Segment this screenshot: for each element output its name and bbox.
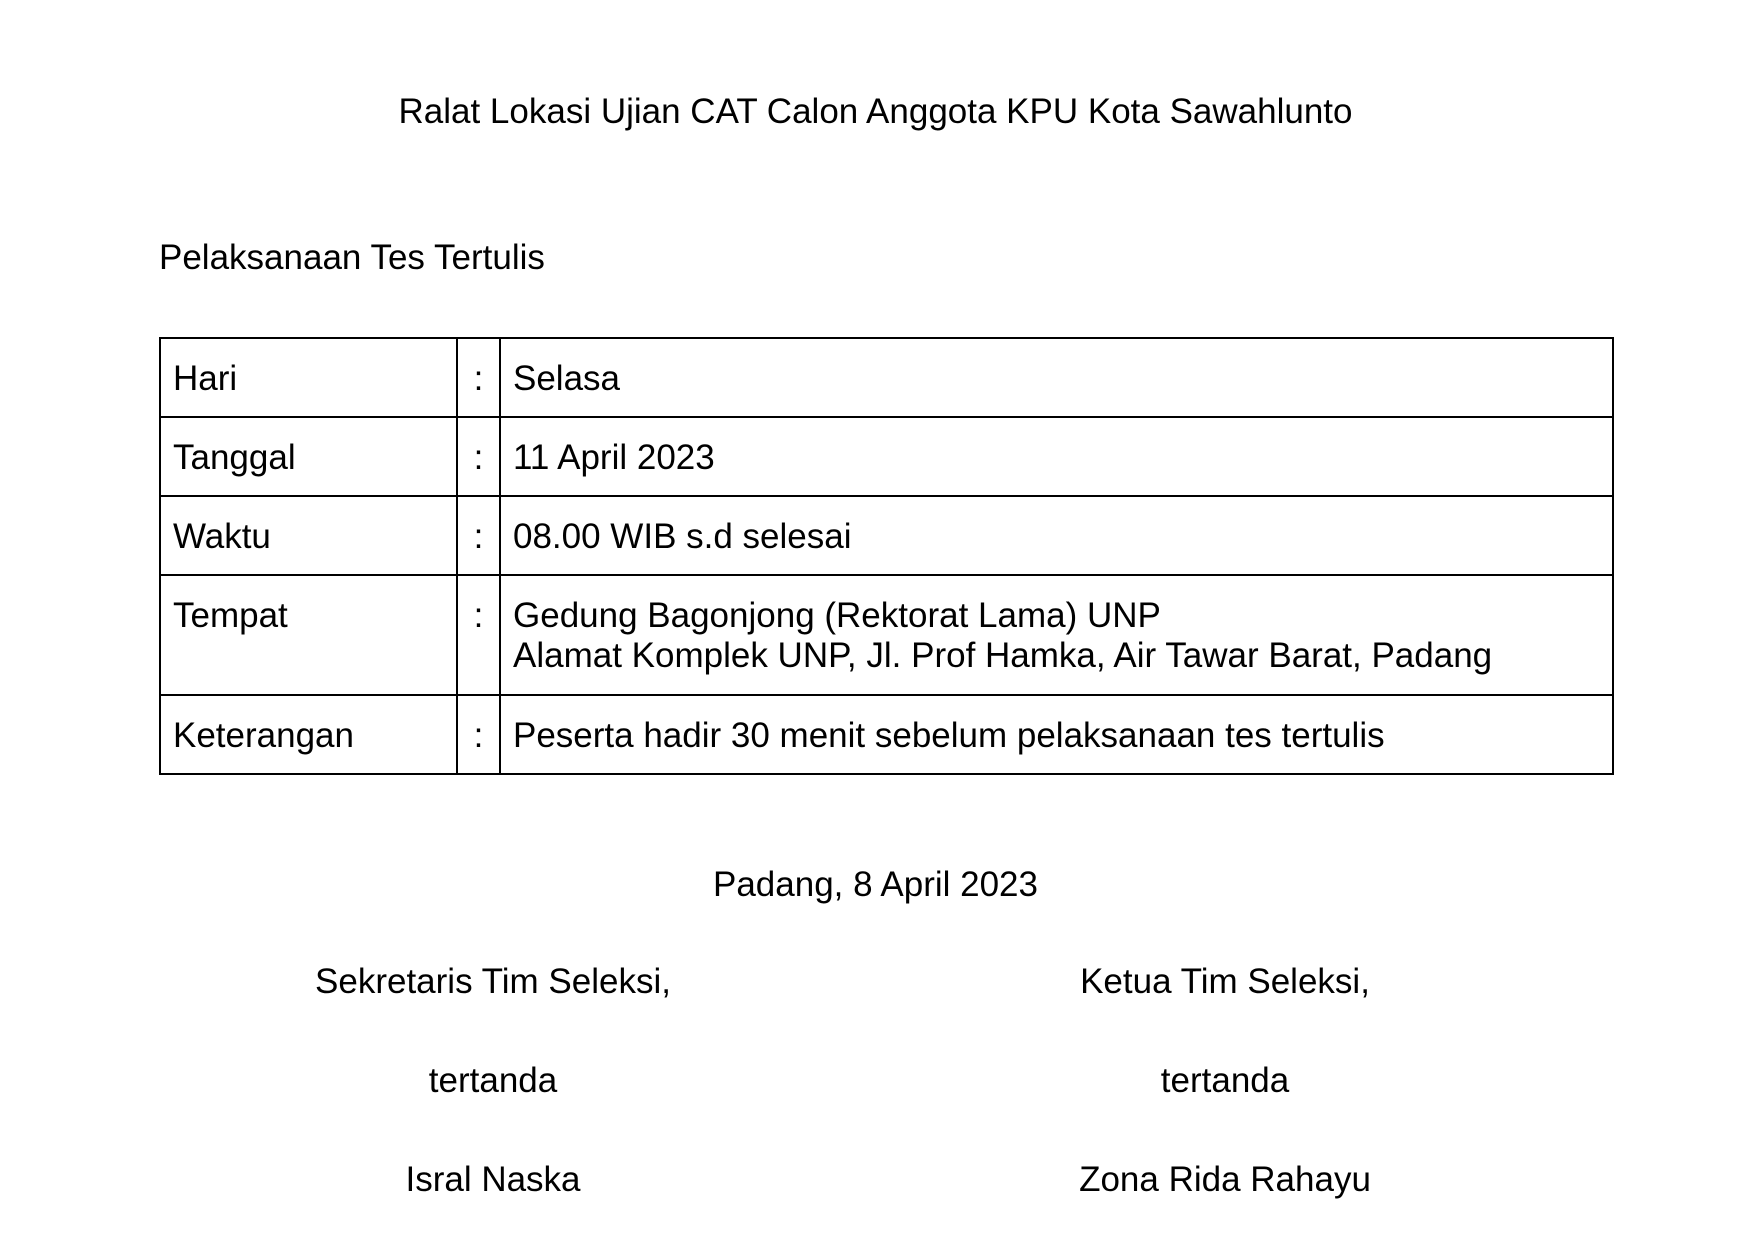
row-value-line: Alamat Komplek UNP, Jl. Prof Hamka, Air Tawar Barat, Padang bbox=[513, 636, 1493, 675]
row-separator: : bbox=[457, 496, 500, 575]
row-value-line: Peserta hadir 30 menit sebelum pelaksanaan tes tertulis bbox=[513, 716, 1385, 755]
signature-block-chair bbox=[925, 960, 1525, 1202]
row-label: Hari bbox=[160, 338, 457, 417]
row-value bbox=[500, 575, 1613, 695]
table-row-keterangan bbox=[160, 695, 1613, 774]
table-row-tempat bbox=[160, 575, 1613, 695]
schedule-table bbox=[159, 337, 1614, 775]
row-value-line: 08.00 WIB s.d selesai bbox=[513, 517, 852, 556]
row-value-line: 11 April 2023 bbox=[513, 438, 715, 477]
signature-mark: tertanda bbox=[1160, 1061, 1290, 1100]
row-separator: : bbox=[457, 695, 500, 774]
row-value-line: Gedung Bagonjong (Rektorat Lama) UNP bbox=[513, 596, 1161, 635]
section-heading: Pelaksanaan Tes Tertulis bbox=[159, 238, 545, 277]
row-label: Tempat bbox=[160, 575, 457, 695]
signatory-role: Sekretaris Tim Seleksi, bbox=[315, 962, 671, 1001]
row-separator: : bbox=[457, 575, 500, 695]
place-date: Padang, 8 April 2023 bbox=[713, 865, 1038, 904]
row-separator: : bbox=[457, 417, 500, 496]
table-row-hari bbox=[160, 338, 1613, 417]
signatory-name: Zona Rida Rahayu bbox=[1079, 1160, 1371, 1199]
signatory-role: Ketua Tim Seleksi, bbox=[1080, 962, 1370, 1001]
table-row-tanggal bbox=[160, 417, 1613, 496]
row-label: Tanggal bbox=[160, 417, 457, 496]
row-value bbox=[500, 496, 1613, 575]
document-title: Ralat Lokasi Ujian CAT Calon Anggota KPU Kota Sawahlunto bbox=[398, 92, 1353, 131]
table-row-waktu bbox=[160, 496, 1613, 575]
signatory-name: Isral Naska bbox=[405, 1160, 581, 1199]
signature-mark: tertanda bbox=[428, 1061, 558, 1100]
row-value bbox=[500, 417, 1613, 496]
row-value-line: Selasa bbox=[513, 359, 621, 398]
row-value bbox=[500, 695, 1613, 774]
signature-block-secretary bbox=[193, 960, 793, 1202]
row-label: Waktu bbox=[160, 496, 457, 575]
row-label: Keterangan bbox=[160, 695, 457, 774]
row-value bbox=[500, 338, 1613, 417]
row-separator: : bbox=[457, 338, 500, 417]
